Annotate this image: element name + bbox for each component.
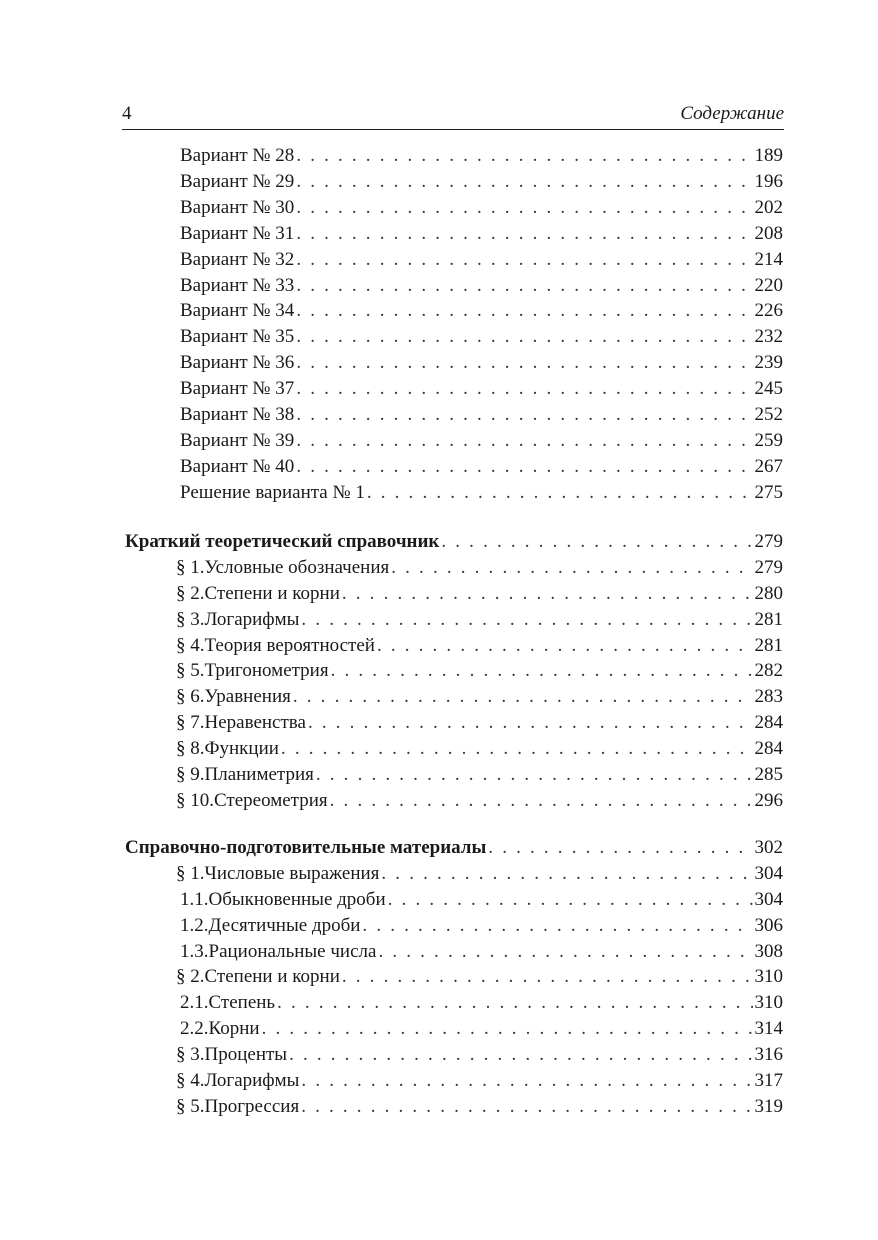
entry-title: Уравнения <box>204 686 291 707</box>
entry-page-number: 279 <box>754 557 783 578</box>
toc-entry-section <box>176 861 783 887</box>
dot-leader <box>296 247 752 273</box>
dot-leader <box>388 887 753 913</box>
entry-number: § 8. <box>176 738 205 759</box>
entry-page-number: 214 <box>754 249 783 270</box>
entry-title: Десятичные дроби <box>208 915 361 936</box>
dot-leader <box>316 762 753 788</box>
entry-number: § 2. <box>176 966 205 987</box>
entry-page-number: 259 <box>754 430 783 451</box>
entry-page-number: 202 <box>754 197 783 218</box>
entry-page-number: 308 <box>754 941 783 962</box>
dot-leader <box>301 1094 752 1120</box>
entry-title: Вариант № 30 <box>180 197 295 218</box>
entry-title: Вариант № 31 <box>180 223 295 244</box>
dot-leader <box>381 861 752 887</box>
entry-number: § 2. <box>176 583 205 604</box>
entry-title: Логарифмы <box>204 1070 300 1091</box>
toc-entry-section <box>176 1068 783 1094</box>
entry-page-number: 226 <box>754 300 783 321</box>
dot-leader <box>391 555 752 581</box>
page-number: 4 <box>122 103 132 124</box>
toc-entry-variant <box>180 376 783 402</box>
dot-leader <box>308 710 753 736</box>
entry-number: § 5. <box>176 1096 205 1117</box>
entry-page-number: 302 <box>754 837 783 858</box>
dot-leader <box>296 169 752 195</box>
dot-leader <box>378 939 752 965</box>
entry-number: § 3. <box>176 1044 205 1065</box>
entry-title: Логарифмы <box>204 609 300 630</box>
entry-page-number: 279 <box>754 531 783 552</box>
dot-leader <box>296 143 752 169</box>
entry-title: Числовые выражения <box>204 863 380 884</box>
entry-page-number: 281 <box>754 635 783 656</box>
dot-leader <box>301 607 752 633</box>
entry-title: Вариант № 32 <box>180 249 295 270</box>
entry-title: Стереометрия <box>214 790 328 811</box>
entry-page-number: 319 <box>754 1096 783 1117</box>
toc-entry-variant <box>180 324 783 350</box>
dot-leader <box>342 964 753 990</box>
page-header <box>122 103 784 130</box>
entry-number: § 4. <box>176 635 205 656</box>
entry-title: Теория вероятностей <box>204 635 375 656</box>
dot-leader <box>296 298 752 324</box>
toc-entry-section <box>176 1094 783 1120</box>
toc-entry-section <box>176 555 783 581</box>
entry-title: Планиметрия <box>204 764 314 785</box>
dot-leader <box>331 658 753 684</box>
toc-entry-subsection <box>180 913 783 939</box>
dot-leader <box>296 376 752 402</box>
entry-title: Решение варианта № 1 <box>180 482 365 503</box>
dot-leader <box>377 633 753 659</box>
entry-title: Степень <box>208 992 276 1013</box>
entry-number: 2.2. <box>180 1018 209 1039</box>
dot-leader <box>330 788 753 814</box>
entry-number: § 1. <box>176 557 205 578</box>
toc-entry-variant <box>180 480 783 506</box>
entry-title: Корни <box>208 1018 260 1039</box>
toc-entry-section <box>176 710 783 736</box>
entry-title: Вариант № 29 <box>180 171 295 192</box>
toc-entry-variant <box>180 298 783 324</box>
entry-page-number: 285 <box>754 764 783 785</box>
toc-entry-section <box>176 633 783 659</box>
entry-page-number: 239 <box>754 352 783 373</box>
entry-title: Прогрессия <box>204 1096 300 1117</box>
toc-entry-section <box>176 762 783 788</box>
entry-number: 1.3. <box>180 941 209 962</box>
toc-entry-section <box>176 581 783 607</box>
entry-page-number: 220 <box>754 275 783 296</box>
entry-title: Функции <box>204 738 279 759</box>
dot-leader <box>262 1016 753 1042</box>
dot-leader <box>277 990 752 1016</box>
dot-leader <box>296 273 752 299</box>
entry-title: Вариант № 33 <box>180 275 295 296</box>
entry-title: Вариант № 28 <box>180 145 295 166</box>
dot-leader <box>296 221 752 247</box>
toc-entry-variant <box>180 350 783 376</box>
toc-entry-section <box>176 684 783 710</box>
entry-title: Рациональные числа <box>208 941 377 962</box>
entry-number: § 5. <box>176 660 205 681</box>
entry-page-number: 281 <box>754 609 783 630</box>
entry-title: Вариант № 36 <box>180 352 295 373</box>
dot-leader <box>293 684 753 710</box>
entry-title: Вариант № 37 <box>180 378 295 399</box>
dot-leader <box>441 529 752 555</box>
dot-leader <box>367 480 753 506</box>
entry-title: Тригонометрия <box>204 660 329 681</box>
entry-page-number: 317 <box>754 1070 783 1091</box>
entry-title: Вариант № 35 <box>180 326 295 347</box>
entry-title: Неравенства <box>204 712 306 733</box>
dot-leader <box>296 195 752 221</box>
entry-page-number: 245 <box>754 378 783 399</box>
dot-leader <box>296 324 752 350</box>
toc-entry-subsection <box>180 939 783 965</box>
entry-page-number: 283 <box>754 686 783 707</box>
entry-page-number: 310 <box>754 992 783 1013</box>
entry-title: Обыкновенные дроби <box>208 889 386 910</box>
entry-number: § 7. <box>176 712 205 733</box>
entry-page-number: 284 <box>754 738 783 759</box>
dot-leader <box>296 454 752 480</box>
toc-entry-variant <box>180 402 783 428</box>
entry-title: Степени и корни <box>204 966 340 987</box>
entry-page-number: 310 <box>754 966 783 987</box>
entry-title: Вариант № 40 <box>180 456 295 477</box>
toc-entry-variant <box>180 195 783 221</box>
entry-number: § 3. <box>176 609 205 630</box>
entry-page-number: 284 <box>754 712 783 733</box>
toc-entry-section <box>176 607 783 633</box>
entry-title: Вариант № 38 <box>180 404 295 425</box>
toc-entry-variant <box>180 247 783 273</box>
entry-title: Краткий теоретический справочник <box>125 531 440 552</box>
toc-entry-section <box>176 1042 783 1068</box>
toc-entry-variant <box>180 169 783 195</box>
entry-number: 1.1. <box>180 889 209 910</box>
toc-entry-variant <box>180 454 783 480</box>
entry-page-number: 189 <box>754 145 783 166</box>
dot-leader <box>296 402 752 428</box>
entry-number: § 4. <box>176 1070 205 1091</box>
toc-entry-variant <box>180 221 783 247</box>
entry-title: Степени и корни <box>204 583 340 604</box>
dot-leader <box>289 1042 752 1068</box>
entry-page-number: 252 <box>754 404 783 425</box>
toc-entry-section <box>176 964 783 990</box>
entry-page-number: 314 <box>754 1018 783 1039</box>
entry-title: Условные обозначения <box>204 557 390 578</box>
toc-entry-section <box>176 736 783 762</box>
toc-entry-subsection <box>180 887 783 913</box>
entry-title: Вариант № 34 <box>180 300 295 321</box>
toc-entry-variant <box>180 143 783 169</box>
dot-leader <box>296 350 752 376</box>
dot-leader <box>342 581 753 607</box>
running-title: Содержание <box>680 103 784 124</box>
entry-page-number: 208 <box>754 223 783 244</box>
toc-entry-section <box>176 658 783 684</box>
dot-leader <box>296 428 752 454</box>
toc-entry-subsection <box>180 990 783 1016</box>
dot-leader <box>362 913 752 939</box>
entry-page-number: 306 <box>754 915 783 936</box>
entry-page-number: 275 <box>754 482 783 503</box>
entry-number: § 6. <box>176 686 205 707</box>
entry-page-number: 196 <box>754 171 783 192</box>
dot-leader <box>301 1068 752 1094</box>
toc-entry-variant <box>180 428 783 454</box>
entry-number: § 10. <box>176 790 214 811</box>
entry-page-number: 304 <box>754 863 783 884</box>
toc-chapter-reference <box>125 529 783 555</box>
entry-page-number: 282 <box>754 660 783 681</box>
toc-entry-section <box>176 788 783 814</box>
entry-page-number: 280 <box>754 583 783 604</box>
entry-number: 2.1. <box>180 992 209 1013</box>
entry-number: § 9. <box>176 764 205 785</box>
toc-entry-subsection <box>180 1016 783 1042</box>
entry-page-number: 316 <box>754 1044 783 1065</box>
toc-chapter-materials <box>125 835 783 861</box>
entry-page-number: 296 <box>754 790 783 811</box>
toc-entry-variant <box>180 273 783 299</box>
entry-page-number: 267 <box>754 456 783 477</box>
dot-leader <box>281 736 753 762</box>
entry-title: Проценты <box>204 1044 288 1065</box>
entry-page-number: 304 <box>754 889 783 910</box>
entry-number: § 1. <box>176 863 205 884</box>
entry-number: 1.2. <box>180 915 209 936</box>
entry-title: Вариант № 39 <box>180 430 295 451</box>
entry-title: Справочно-подготовительные материалы <box>125 837 487 858</box>
entry-page-number: 232 <box>754 326 783 347</box>
dot-leader <box>488 835 752 861</box>
